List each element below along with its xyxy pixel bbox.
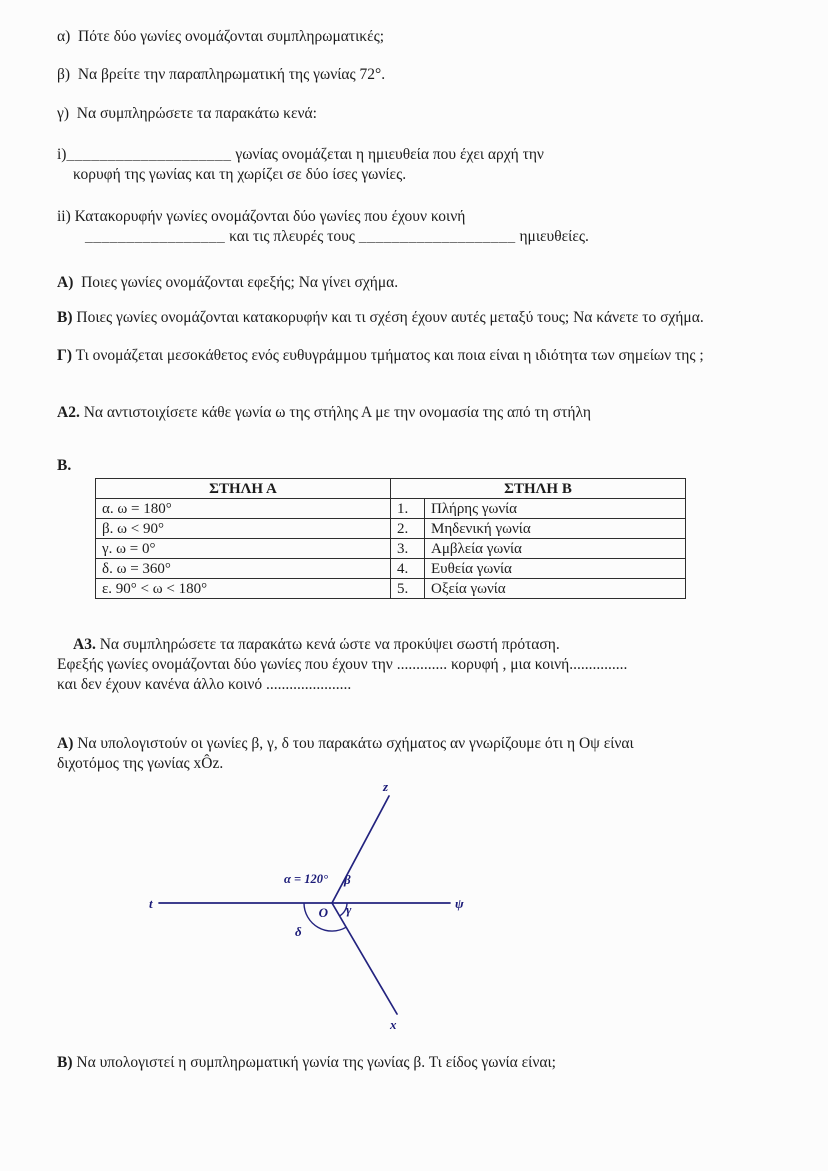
cell-angle: α. ω = 180° xyxy=(96,499,391,519)
question-A2-cont: Β. xyxy=(57,457,72,474)
question-B-label: Β) xyxy=(57,309,73,326)
fill-in-i xyxy=(57,145,770,185)
question-A2-label: Α2. xyxy=(57,404,80,421)
table-header-row xyxy=(96,479,686,499)
fill-in-i-line2: κορυφή της γωνίας και τη χωρίζει σε δύο ίσες γωνίες. xyxy=(73,166,407,183)
question-A3-label: Α3. xyxy=(73,636,96,653)
question-B-text: Ποιες γωνίες ονομάζονται κατακορυφήν και τι σχέση έχουν αυτές μεταξύ τους; Να κάνετε το σχήμα. xyxy=(76,309,704,326)
question-figure-B-label: Β) xyxy=(57,1054,73,1071)
question-figure-B-text: Να υπολογιστεί η συμπληρωματική γωνία της γωνίας β. Τι είδος γωνία είναι; xyxy=(76,1054,556,1071)
question-A2 xyxy=(57,403,770,423)
figure-label-gamma: γ xyxy=(346,902,352,917)
figure-label-O: O xyxy=(318,905,328,920)
table-row xyxy=(96,519,686,539)
question-figure-A-label: Α) xyxy=(57,735,74,752)
angle-figure xyxy=(147,780,770,1038)
angle-figure-svg xyxy=(147,780,487,1032)
cell-name: Ευθεία γωνία xyxy=(425,559,686,579)
figure-label-psi: ψ xyxy=(455,896,464,911)
cell-number: 5. xyxy=(391,579,425,599)
cell-name: Μηδενική γωνία xyxy=(425,519,686,539)
fill-in-ii-blank1: _________________ xyxy=(85,228,226,245)
cell-number: 1. xyxy=(391,499,425,519)
question-figure-B xyxy=(57,1053,770,1073)
cell-angle: ε. 90° < ω < 180° xyxy=(96,579,391,599)
question-A3-line3: και δεν έχουν κανένα άλλο κοινό ...................... xyxy=(57,676,352,693)
fill-in-ii-blank2: ___________________ xyxy=(358,228,516,245)
table-row xyxy=(96,559,686,579)
ray-ox xyxy=(332,903,397,1014)
question-alpha xyxy=(57,27,770,47)
cell-number: 2. xyxy=(391,519,425,539)
question-gamma-label: γ) xyxy=(57,105,70,122)
question-C-label: Γ) xyxy=(57,347,73,364)
table-row xyxy=(96,539,686,559)
figure-label-alpha: α = 120° xyxy=(283,872,328,886)
fill-in-ii-text: Κατακορυφήν γωνίες ονομάζονται δύο γωνίες που έχουν κοινή xyxy=(74,208,466,225)
cell-name: Οξεία γωνία xyxy=(425,579,686,599)
question-C-text: Τι ονομάζεται μεσοκάθετος ενός ευθυγράμμου τμήματος και ποια είναι η ιδιότητα των σημείων της ; xyxy=(75,347,704,364)
figure-label-delta: δ xyxy=(295,924,302,939)
question-B xyxy=(57,308,770,328)
fill-in-ii-label: ii) xyxy=(57,208,71,225)
question-A-label: Α) xyxy=(57,274,74,291)
fill-in-ii-end: ημιευθείες. xyxy=(515,228,589,245)
question-figure-A xyxy=(57,734,770,774)
question-A-text: Ποιες γωνίες ονομάζονται εφεξής; Να γίνει σχήμα. xyxy=(81,274,399,291)
question-beta-text: Να βρείτε την παραπληρωματική της γωνίας 72°. xyxy=(77,66,386,83)
cell-angle: γ. ω = 0° xyxy=(96,539,391,559)
ray-oz xyxy=(332,796,389,903)
cell-angle: β. ω < 90° xyxy=(96,519,391,539)
cell-number: 4. xyxy=(391,559,425,579)
cell-angle: δ. ω = 360° xyxy=(96,559,391,579)
figure-label-x: x xyxy=(390,1017,397,1032)
fill-in-ii-mid: και τις πλευρές τους xyxy=(225,228,359,245)
cell-number: 3. xyxy=(391,539,425,559)
figure-label-z: z xyxy=(383,780,389,794)
table-row xyxy=(96,579,686,599)
fill-in-i-label: i) xyxy=(57,146,67,163)
fill-in-i-text: γωνίας ονομάζεται η ημιευθεία που έχει αρχή την xyxy=(231,146,544,163)
column-header-b: ΣΤΗΛΗ Β xyxy=(391,479,686,499)
question-C xyxy=(57,346,770,366)
figure-label-t: t xyxy=(149,896,153,911)
column-header-a: ΣΤΗΛΗ Α xyxy=(96,479,391,499)
question-A3 xyxy=(57,635,770,695)
fill-in-ii xyxy=(57,207,770,247)
figure-label-beta: β xyxy=(344,872,351,887)
question-alpha-text: Πότε δύο γωνίες ονομάζονται συμπληρωματικές; xyxy=(78,28,385,45)
question-A2-text: Να αντιστοιχίσετε κάθε γωνία ω της στήλης Α με την ονομασία της από τη στήλη xyxy=(83,404,591,421)
cell-name: Πλήρης γωνία xyxy=(425,499,686,519)
question-figure-A-text: Να υπολογιστούν οι γωνίες β, γ, δ του παρακάτω σχήματος αν γνωρίζουμε ότι η Οψ είναι xyxy=(77,735,634,752)
question-A xyxy=(57,273,770,293)
question-beta-label: β) xyxy=(57,66,71,83)
question-A3-line2: Εφεξής γωνίες ονομάζονται δύο γωνίες που έχουν την ............. κορυφή , μια κοινή............... xyxy=(57,656,628,673)
matching-table xyxy=(95,478,686,599)
table-row xyxy=(96,499,686,519)
question-alpha-label: α) xyxy=(57,28,71,45)
cell-name: Αμβλεία γωνία xyxy=(425,539,686,559)
question-gamma-text: Να συμπληρώσετε τα παρακάτω κενά: xyxy=(76,105,317,122)
question-A3-text: Να συμπληρώσετε τα παρακάτω κενά ώστε να προκύψει σωστή πρόταση. xyxy=(99,636,560,653)
question-beta xyxy=(57,65,770,85)
fill-in-i-blank: ____________________ xyxy=(66,146,232,163)
question-figure-A-line2: διχοτόμος της γωνίας xÔz. xyxy=(57,755,224,772)
question-gamma xyxy=(57,104,770,124)
